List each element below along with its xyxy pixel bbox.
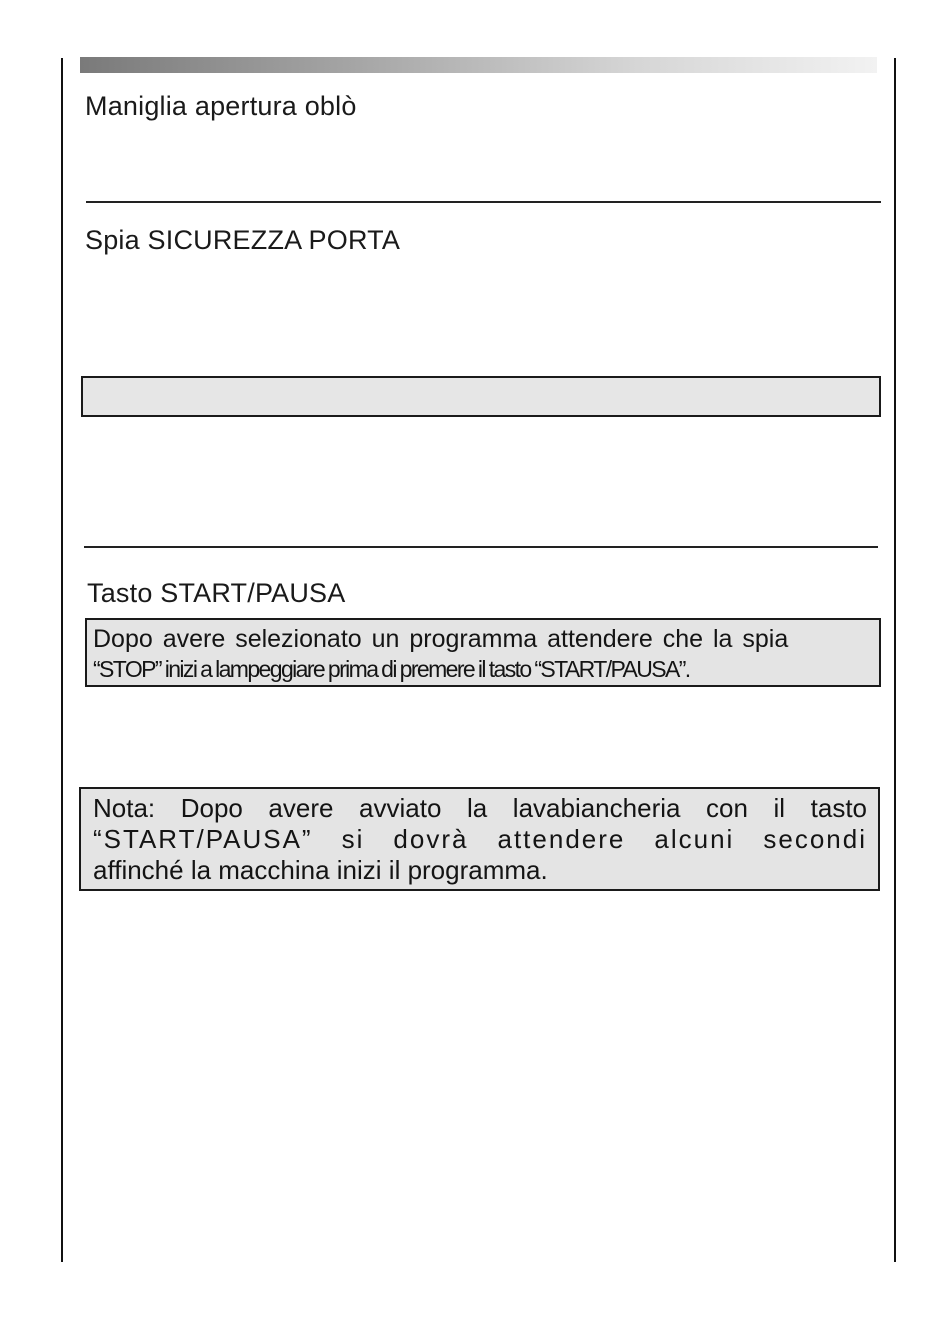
- right-margin-line: [894, 58, 896, 1262]
- nota-avvio-line-3: affinché la macchina inizi il programma.: [93, 855, 548, 885]
- section-divider-1: [86, 201, 881, 203]
- nota-avvio-line-1: Nota: Dopo avere avviato la lavabiancheria con il tasto: [93, 793, 867, 823]
- section-divider-2: [84, 546, 878, 548]
- empty-note-box: [81, 376, 881, 417]
- heading-maniglia-apertura: Maniglia apertura oblò: [85, 91, 357, 121]
- heading-tasto-start-pausa: Tasto START/PAUSA: [87, 578, 346, 608]
- nota-avvio-line-2: “START/PAUSA” si dovrà attendere alcuni secondi: [93, 824, 867, 854]
- heading-spia-sicurezza-porta: Spia SICUREZZA PORTA: [85, 225, 401, 255]
- start-pausa-note-line-2: “STOP” inizi a lampeggiare prima di premere il tasto “START/PAUSA”.: [93, 656, 690, 682]
- header-gradient-bar: [80, 57, 877, 73]
- nota-avvio-box: [79, 787, 880, 891]
- left-margin-line: [61, 58, 63, 1262]
- start-pausa-note-line-1: Dopo avere selezionato un programma attendere che la spia: [93, 625, 789, 653]
- start-pausa-note-box: [85, 618, 881, 687]
